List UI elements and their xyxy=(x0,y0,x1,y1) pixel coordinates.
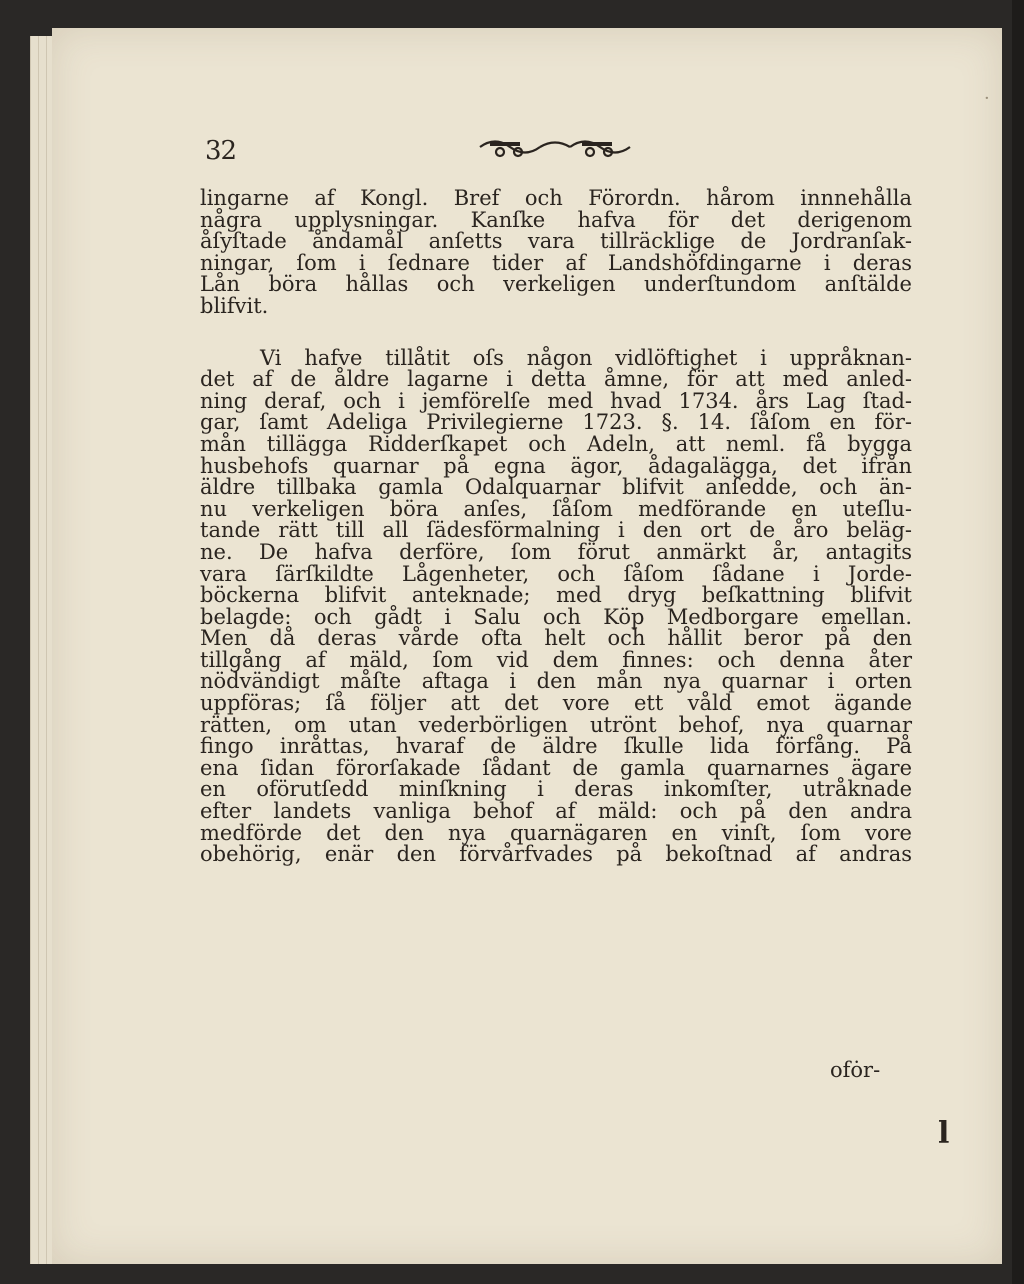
text-line: det af de åldre lagarne i detta åmne, för att med anled- xyxy=(200,367,912,392)
text-line: tillgång af mäld, ſom vid dem finnes: och denna åter xyxy=(200,647,912,672)
text-line: belagde: och gådt i Salu och Köp Medborgare emellan. xyxy=(200,604,912,629)
paragraph-2 xyxy=(200,345,912,867)
body-text xyxy=(200,188,912,866)
text-line: ning deraf, och i jemförelſe med hvad 1734. års Lag ſtad- xyxy=(200,388,912,413)
text-line: nu verkeligen böra anſes, ſåſom medförande en uteſlu- xyxy=(200,496,912,521)
text-line: några upplysningar. Kanſke hafva för det derigenom xyxy=(200,207,912,232)
text-line: fingo inråttas, hvaraf de äldre ſkulle lida förfång. På xyxy=(200,734,912,759)
scanner-border xyxy=(1012,0,1024,1284)
text-line: blifvit. xyxy=(200,293,269,318)
text-line: Vi hafve tillåtit oſs någon vidlöftighet i uppråknan- xyxy=(260,345,912,370)
text-line: nödvändigt måſte aftaga i den mån nya quarnar i orten xyxy=(200,669,912,694)
text-line: äldre tillbaka gamla Odalquarnar blifvit anſedde, och än- xyxy=(200,475,912,500)
text-line: Men då deras vårde ofta helt och hållit beror på den xyxy=(200,626,912,651)
text-line: husbehofs quarnar på egna ägor, ådagalägga, det ifrån xyxy=(200,453,912,478)
ornament-icon xyxy=(470,132,640,162)
text-line: ne. De hafva derföre, ſom förut anmärkt år, antagits xyxy=(200,539,912,564)
paragraph-1 xyxy=(200,188,912,318)
text-line: ningar, ſom i ſednare tider af Landshöfdingarne i deras xyxy=(200,250,912,275)
margin-mark: l xyxy=(938,1116,950,1151)
text-line: uppföras; ſå följer att det vore ett våld emot ägande xyxy=(200,691,912,716)
corner-mark: · xyxy=(984,88,990,109)
text-line: vara ſärſkildte Lågenheter, och ſåſom ſådane i Jorde- xyxy=(200,561,912,586)
page-number: 32 xyxy=(205,136,237,166)
text-line: tande rätt till all ſädesförmalning i den ort de åro beläg- xyxy=(200,518,912,543)
text-line: medförde det den nya quarnägaren en vinſt, ſom vore xyxy=(200,820,912,845)
text-line: Lån böra hållas och verkeligen underſtundom anſtälde xyxy=(200,272,912,297)
text-line: efter landets vanliga behof af mäld: och på den andra xyxy=(200,799,912,824)
catchword: ofȯr- xyxy=(830,1058,881,1082)
text-line: rätten, om utan vederbörligen utrönt behof, nya quarnar xyxy=(200,712,912,737)
text-line: ena ſidan förorſakade ſådant de gamla quarnarnes ägare xyxy=(200,755,912,780)
text-line: obehörig, enär den förvårfvades på bekoſtnad af andras xyxy=(200,842,912,867)
text-line: åſyſtade åndamål anſetts vara tillräcklige de Jordranſak- xyxy=(200,229,912,254)
text-line: lingarne af Kongl. Bref och Förordn. hårom innnehålla xyxy=(200,186,912,210)
text-line: gar, ſamt Adeliga Privilegierne 1723. §. 14. ſåſom en för- xyxy=(200,410,912,435)
text-line: böckerna blifvit anteknade; med dryg beſkattning blifvit xyxy=(200,583,912,608)
text-line: en oförutſedd minſkning i deras inkomſter, utråknade xyxy=(200,777,912,802)
text-line: mån tillägga Ridderſkapet och Adeln, att neml. få bygga xyxy=(200,431,912,456)
